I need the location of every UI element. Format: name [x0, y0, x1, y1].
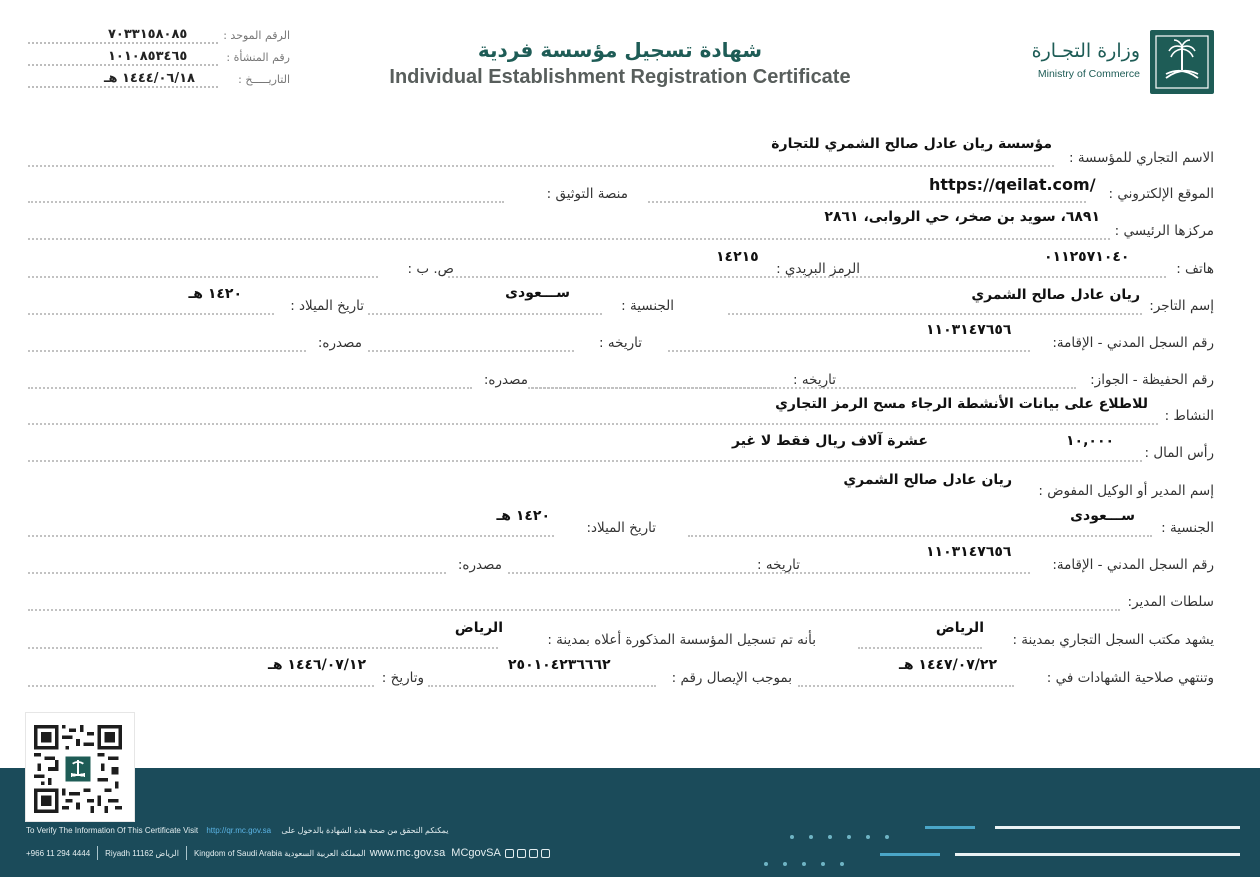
certificate-title-ar: شهادة تسجيل مؤسسة فردية: [477, 38, 763, 62]
pobox-label: ص. ب :: [407, 261, 454, 277]
establishment-number-label: رقم المنشأة :: [226, 51, 290, 64]
activity-label: النشاط :: [1164, 408, 1214, 424]
date-value: ١٤٤٤/٠٦/١٨ هـ: [104, 71, 195, 86]
capital-label: رأس المال :: [1144, 445, 1214, 461]
postal-value: ١٤٢١٥: [716, 249, 759, 265]
dotted-line: [668, 350, 1030, 352]
trade-name-label: الاسم التجاري للمؤسسة :: [1069, 150, 1214, 166]
phone-value: ٠١١٢٥٧١٠٤٠: [1044, 249, 1130, 265]
expiry-value: ١٤٤٧/٠٧/٢٢ هـ: [899, 657, 997, 673]
phone-field: [28, 259, 1214, 279]
civil-label: رقم السجل المدني - الإقامة:: [1052, 335, 1214, 351]
dotted-line: [28, 238, 1110, 240]
dotted-line: [28, 572, 446, 574]
merchant-name-value: ريان عادل صالح الشمري: [971, 287, 1140, 303]
certificate-title-en: Individual Establishment Registration Certificate: [389, 66, 851, 88]
dotted-line: [28, 86, 218, 88]
manager-civil-label: رقم السجل المدني - الإقامة:: [1052, 557, 1214, 573]
dotted-line: [368, 350, 574, 352]
footer-band: [0, 768, 1260, 877]
decorative-stripe: [955, 853, 1240, 856]
verify-text: To Verify The Information Of This Certificate Visit: [26, 826, 199, 835]
postal-label: الرمز البريدي :: [776, 261, 860, 277]
manager-civil-field: [28, 555, 1214, 575]
verify-text-ar: يمكنكم التحقق من صحة هذه الشهادة بالدخول على: [281, 826, 449, 835]
dotted-line: [728, 313, 1142, 315]
hq-value: ٦٨٩١، سويد بن صخر، حي الروابى، ٢٨٦١: [824, 209, 1100, 225]
social-icons: [505, 849, 550, 858]
expiry-label: وتنتهي صلاحية الشهادات في :: [1046, 670, 1214, 686]
office-label: يشهد مكتب السجل التجاري بمدينة :: [1012, 632, 1214, 648]
capital-field: [28, 443, 1214, 463]
facebook-icon[interactable]: [517, 849, 526, 858]
activity-value: للاطلاع على بيانات الأنشطة الرجاء مسح الرمز التجاري: [775, 396, 1148, 412]
dotted-line: [28, 350, 306, 352]
verify-link[interactable]: http://qr.mc.gov.sa: [206, 826, 272, 835]
ministry-name-en: Ministry of Commerce: [1037, 68, 1140, 80]
dotted-line: [28, 460, 1142, 462]
dotted-line: [28, 685, 374, 687]
dotted-line: [28, 42, 218, 44]
dotted-line: [858, 647, 982, 649]
dotted-line: [28, 276, 378, 278]
authorities-field: [28, 592, 1214, 612]
qr-code-icon: [34, 725, 122, 813]
manager-label: إسم المدير أو الوكيل المفوض :: [1038, 483, 1214, 499]
contact-line: [26, 846, 550, 860]
establishment-number-row: [28, 50, 290, 66]
passport-label: رقم الحفيظة - الجواز:: [1090, 372, 1214, 388]
dotted-line: [28, 609, 1120, 611]
establishment-number-value: ١٠١٠٨٥٣٤٦٥: [108, 49, 188, 64]
nationality-label: الجنسية :: [621, 298, 674, 314]
decorative-stripe: [995, 826, 1240, 829]
receipt-date-label: وتاريخ :: [381, 670, 424, 686]
instagram-icon[interactable]: [505, 849, 514, 858]
receipt-value: ٢٥٠١٠٤٢٣٦٦٦٢: [508, 657, 611, 673]
dotted-line: [28, 423, 1158, 425]
dotted-line: [28, 535, 554, 537]
manager-nationality-label: الجنسية :: [1161, 520, 1214, 536]
website-label: الموقع الإلكتروني :: [1108, 186, 1214, 202]
unified-number-row: [28, 28, 290, 44]
divider: [97, 846, 98, 860]
dob-value: ١٤٢٠ هـ: [188, 286, 242, 302]
palm-swords-emblem-icon: [1150, 30, 1214, 94]
expiry-field: [28, 668, 1214, 688]
footer-country: Kingdom of Saudi Arabia المملكة العربية السعودية: [193, 848, 366, 858]
receipt-date-value: ١٤٤٦/٠٧/١٢ هـ: [268, 657, 366, 673]
office-city-value: الرياض: [935, 620, 984, 636]
merchant-name-label: إسم التاجر:: [1149, 298, 1214, 314]
manager-civil-source-label: مصدره:: [457, 557, 502, 573]
manager-field: [28, 481, 1214, 501]
passport-source-label: مصدره:: [483, 372, 528, 388]
capital-words-value: عشرة آلاف ريال فقط لا غير: [731, 433, 928, 449]
registered-city-value: الرياض: [454, 620, 503, 636]
platform-label: منصة التوثيق :: [546, 186, 628, 202]
dotted-line: [688, 535, 1152, 537]
civil-value: ١١٠٣١٤٧٦٥٦: [926, 322, 1012, 338]
hq-label: مركزها الرئيسي :: [1114, 223, 1214, 239]
website-value: https://qeilat.com/: [929, 175, 1096, 194]
dotted-line: [648, 201, 1086, 203]
manager-dob-value: ١٤٢٠ هـ: [496, 508, 550, 524]
capital-value: ١٠,٠٠٠: [1066, 433, 1115, 449]
office-field: [28, 630, 1214, 650]
footer-phone: +966 11 294 4444: [26, 848, 91, 858]
manager-dob-label: تاريخ الميلاد:: [586, 520, 656, 536]
date-label: التاريـــــخ :: [238, 73, 290, 86]
verify-line: [26, 826, 448, 835]
twitter-icon[interactable]: [529, 849, 538, 858]
manager-civil-date-label: تاريخه :: [757, 557, 800, 573]
dotted-line: [428, 685, 656, 687]
decorative-dots: [764, 851, 859, 870]
receipt-label: بموجب الإيصال رقم :: [671, 670, 792, 686]
manager-nationality-value: ســـعودى: [1070, 508, 1135, 524]
passport-date-label: تاريخه :: [793, 372, 836, 388]
footer-website-link[interactable]: www.mc.gov.sa: [369, 847, 446, 859]
authorities-label: سلطات المدير:: [1127, 594, 1214, 610]
decorative-stripe: [880, 853, 940, 856]
dotted-line: [28, 647, 498, 649]
dotted-line: [798, 685, 1014, 687]
manager-civil-value: ١١٠٣١٤٧٦٥٦: [926, 544, 1012, 560]
civil-date-label: تاريخه :: [599, 335, 642, 351]
dotted-line: [28, 64, 218, 66]
passport-field: [28, 370, 1214, 390]
nationality-value: ســـعودى: [505, 285, 570, 301]
decorative-dots: [790, 824, 904, 843]
civil-field: [28, 333, 1214, 353]
footer-city: Riyadh 11162 الرياض: [105, 848, 179, 858]
dotted-line: [448, 276, 766, 278]
manager-nationality-field: [28, 518, 1214, 538]
qr-code[interactable]: [25, 712, 135, 822]
ministry-name-ar: وزارة التجـارة: [1031, 40, 1140, 62]
footer-social-handle: MCgovSA: [451, 847, 501, 859]
decorative-stripe: [925, 826, 975, 829]
phone-label: هاتف :: [1176, 261, 1214, 277]
registered-label: بأنه تم تسجيل المؤسسة المذكورة أعلاه بمدينة :: [547, 632, 816, 648]
unified-number-value: ٧٠٣٣١٥٨٠٨٥: [108, 27, 188, 42]
manager-value: ريان عادل صالح الشمري: [843, 472, 1012, 488]
trade-name-value: مؤسسة ريان عادل صالح الشمري للتجارة: [771, 136, 1052, 152]
dotted-line: [28, 201, 504, 203]
ministry-logo: [1150, 30, 1214, 94]
dotted-line: [28, 313, 274, 315]
youtube-icon[interactable]: [541, 849, 550, 858]
dotted-line: [368, 313, 602, 315]
dotted-line: [528, 387, 774, 389]
dotted-line: [28, 165, 1054, 167]
unified-number-label: الرقم الموحد :: [223, 29, 290, 42]
dotted-line: [28, 387, 472, 389]
date-row: [28, 72, 290, 88]
dotted-line: [508, 572, 730, 574]
dob-label: تاريخ الميلاد :: [290, 298, 364, 314]
civil-source-label: مصدره:: [317, 335, 362, 351]
divider: [186, 846, 187, 860]
